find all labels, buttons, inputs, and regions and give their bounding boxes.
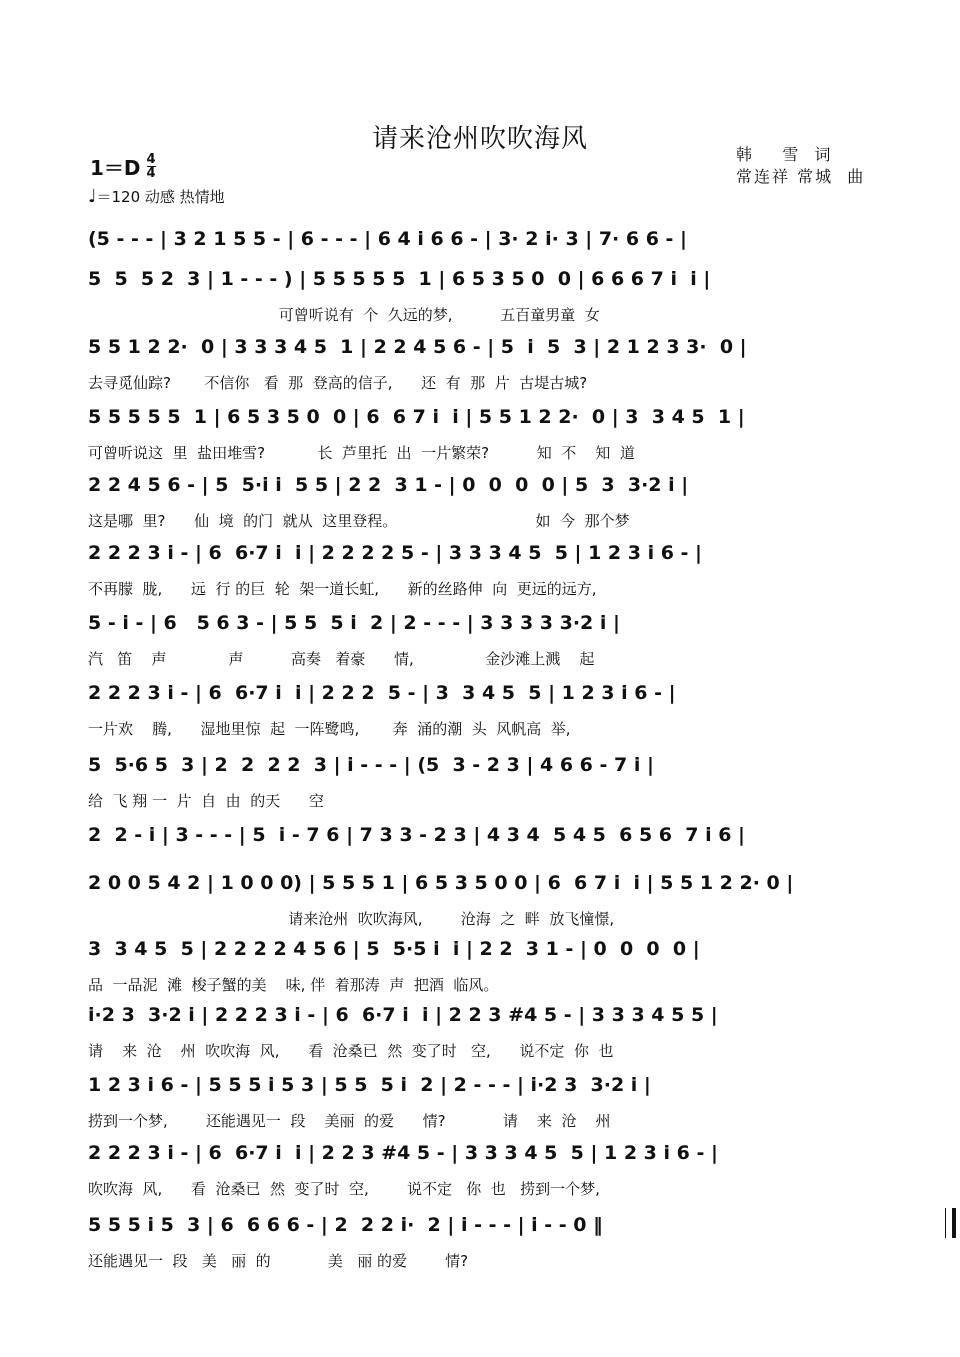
tempo-marking (88, 186, 225, 207)
key-signature (90, 152, 156, 181)
lyrics-line: 可曾听说有 个 久远的梦, 五百童男童 女 (88, 306, 600, 324)
notation-line: 5 5 5 2 3 | 1 - - - ) | 5 5 5 5 5 1 | 6 5 3 5 0 0 | 6 6 6 7 i i | (88, 268, 711, 290)
notation-line: 5 5 1 2 2· 0 | 3 3 3 4 5 1 | 2 2 4 5 6 - | 5 i 5 3 | 2 1 2 3 3· 0 | (88, 336, 747, 358)
notation-line: 5 5 5 5 5 1 | 6 5 3 5 0 0 | 6 6 7 i i | 5 5 1 2 2· 0 | 3 3 4 5 1 | (88, 406, 745, 428)
lyrics-line: 吹吹海 风, 看 沧桑已 然 变了时 空, 说不定 你 也 捞到一个梦, (88, 1180, 600, 1198)
score-system (88, 606, 883, 672)
lyrics-line: 还能遇见一 段 美 丽 的 美 丽 的爱 情? (88, 1252, 469, 1270)
quarter-note-icon: ♩ (88, 186, 97, 207)
notation-line: 2 2 - i | 3 - - - | 5 i - 7 6 | 7 3 3 - 2 3 | 4 3 4 5 4 5 6 5 6 7 i 6 | (88, 824, 745, 846)
time-signature (147, 153, 156, 180)
score-system (88, 676, 883, 742)
time-signature-top: 4 (146, 152, 156, 167)
credits (736, 144, 865, 188)
score-system (88, 222, 883, 256)
time-signature-bottom: 4 (146, 166, 156, 181)
lyrics-line: 品 一品泥 滩 梭子蟹的美 味, 伴 着那涛 声 把酒 临风。 (88, 976, 499, 994)
notation-line: 1 2 3 i 6 - | 5 5 5 i 5 3 | 5 5 5 i 2 | 2 - - - | i·2 3 3·2 i | (88, 1074, 651, 1096)
lyrics-line: 去寻觅仙踪? 不信你 看 那 登高的信子, 还 有 那 片 古堤古城? (88, 374, 588, 392)
score-system (88, 262, 883, 328)
lyrics-line: 汽 笛 声 声 高奏 着豪 情, 金沙滩上溅 起 (88, 650, 595, 668)
lyrics-line: 可曾听说这 里 盐田堆雪? 长 芦里托 出 一片繁荣? 知 不 知 道 (88, 444, 635, 462)
notation-line: 2 2 2 3 i - | 6 6·7 i i | 2 2 3 #4 5 - | 3 3 3 4 5 5 | 1 2 3 i 6 - | (88, 1142, 718, 1164)
notation-line: (5 - - - | 3 2 1 5 5 - | 6 - - - | 6 4 i 6 6 - | 3· 2 i· 3 | 7· 6 6 - | (88, 228, 688, 250)
score-system (88, 536, 883, 602)
score-system (88, 400, 883, 466)
lyrics-line: 不再朦 胧, 远 行 的巨 轮 架一道长虹, 新的丝路伸 向 更远的远方, (88, 580, 597, 598)
tempo-text: ＝120 动感 热情地 (96, 188, 225, 206)
score-system (88, 748, 883, 814)
key-label: 1＝D (90, 156, 141, 180)
notation-line: 5 5 5 i 5 3 | 6 6 6 6 - | 2 2 2 i· 2 | i - - - | i - - 0 ‖ (88, 1214, 603, 1236)
notation-line: 2 2 2 3 i - | 6 6·7 i i | 2 2 2 2 5 - | 3 3 3 4 5 5 | 1 2 3 i 6 - | (88, 542, 702, 564)
notation-line: 2 2 2 3 i - | 6 6·7 i i | 2 2 2 5 - | 3 3 4 5 5 | 1 2 3 i 6 - | (88, 682, 676, 704)
notation-line: 3 3 4 5 5 | 2 2 2 2 4 5 6 | 5 5·5 i i | 2 2 3 1 - | 0 0 0 0 | (88, 938, 700, 960)
score-system (88, 330, 883, 396)
lyricist-credit: 韩 雪 词 (736, 145, 833, 164)
score-system (88, 1068, 883, 1134)
final-barline (945, 1208, 956, 1238)
score-system (88, 1136, 883, 1202)
composer-credit: 常连祥 常城 曲 (736, 167, 866, 186)
notation-line: i·2 3 3·2 i | 2 2 2 3 i - | 6 6·7 i i | 2 2 3 #4 5 - | 3 3 3 4 5 5 | (88, 1004, 718, 1026)
lyrics-line: 捞到一个梦, 还能遇见一 段 美丽 的爱 情? 请 来 沧 州 (88, 1112, 611, 1130)
score-system (88, 468, 883, 534)
lyrics-line: 这是哪 里? 仙 境 的门 就从 这里登程。 如 今 那个梦 (88, 512, 630, 530)
lyrics-line: 请来沧州 吹吹海风, 沧海 之 畔 放飞憧憬, (88, 910, 615, 928)
score-system (88, 866, 883, 932)
notation-line: 2 2 4 5 6 - | 5 5·i i 5 5 | 2 2 3 1 - | 0 0 0 0 | 5 3 3·2 i | (88, 474, 689, 496)
notation-line: 5 5·6 5 3 | 2 2 2 2 3 | i - - - | (5 3 - 2 3 | 4 6 6 - 7 i | (88, 754, 654, 776)
lyrics-line: 一片欢 腾, 湿地里惊 起 一阵鹭鸣, 奔 涌的潮 头 风帆高 举, (88, 720, 571, 738)
score-system (88, 1208, 883, 1274)
score-system (88, 818, 883, 852)
notation-line: 2 0 0 5 4 2 | 1 0 0 0) | 5 5 5 1 | 6 5 3 5 0 0 | 6 6 7 i i | 5 5 1 2 2· 0 | (88, 872, 794, 894)
notation-line: 5 - i - | 6 5 6 3 - | 5 5 5 i 2 | 2 - - - | 3 3 3 3 3·2 i | (88, 612, 620, 634)
lyrics-line: 给 飞 翔 一 片 自 由 的天 空 (88, 792, 324, 810)
song-title: 请来沧州吹吹海风 (371, 124, 588, 154)
lyrics-line: 请 来 沧 州 吹吹海 风, 看 沧桑已 然 变了时 空, 说不定 你 也 (88, 1042, 614, 1060)
score-system (88, 998, 883, 1064)
score-system (88, 932, 883, 998)
